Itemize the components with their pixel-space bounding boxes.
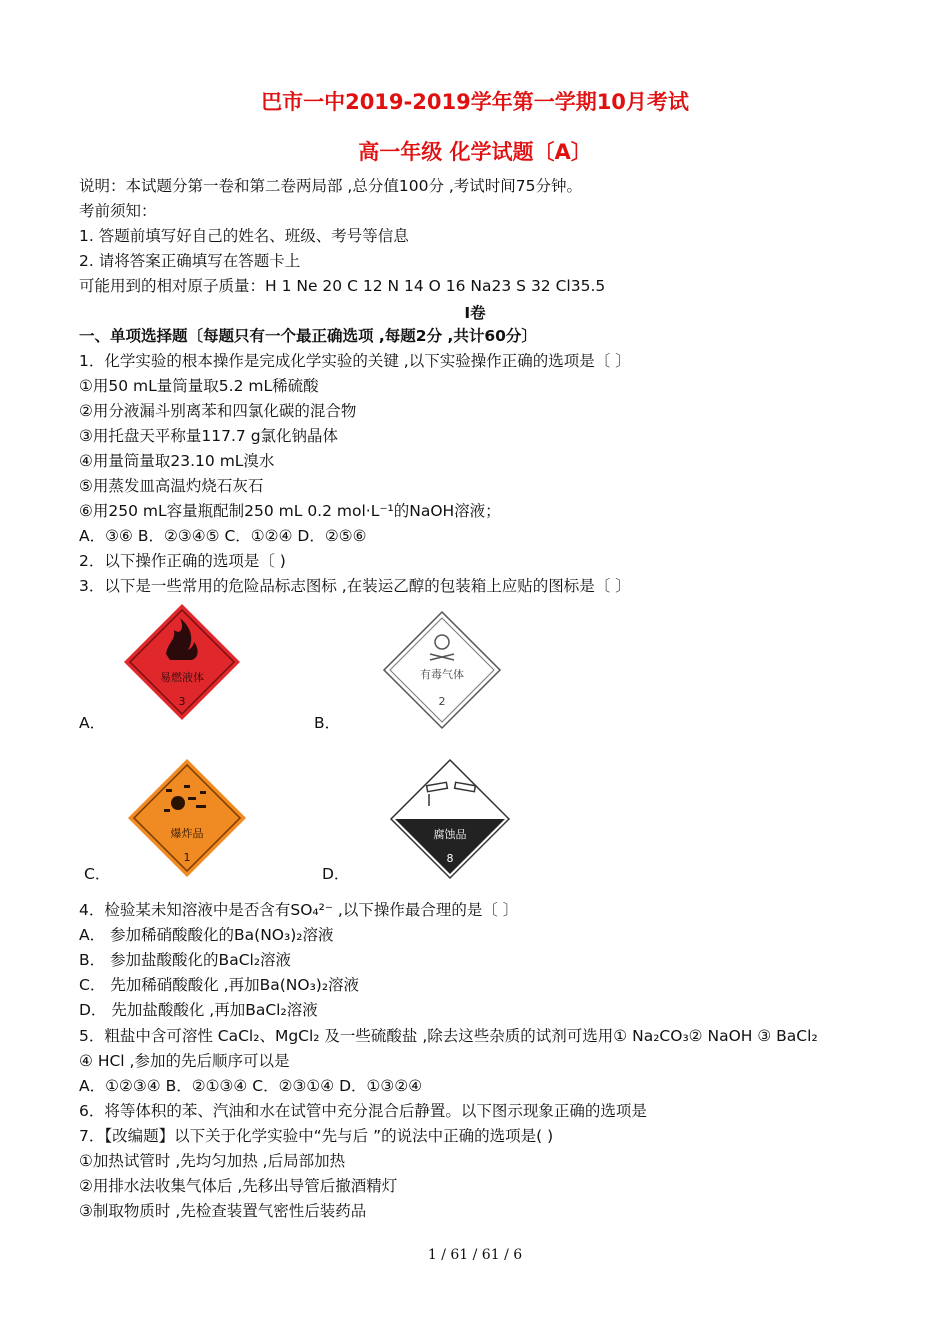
question-1-options: A．③⑥ B．②③④⑤ C．①②④ D．②⑤⑥ bbox=[79, 527, 367, 545]
exam-note: 说明：本试题分第一卷和第二卷两局部 ,总分值100分 ,考试时间75分钟。 bbox=[79, 177, 583, 195]
question-1-stem: 1．化学实验的根本操作是完成化学实验的关键 ,以下实验操作正确的选项是〔 〕 bbox=[79, 352, 631, 370]
volume-label: I卷 bbox=[464, 304, 486, 322]
question-2-stem: 2．以下操作正确的选项是〔 ) bbox=[79, 552, 286, 570]
question-1-item: ⑥用250 mL容量瓶配制250 mL 0.2 mol·L⁻¹的NaOH溶液； bbox=[79, 502, 501, 520]
exam-subtitle: 高一年级 化学试题〔A〕 bbox=[358, 140, 592, 164]
option-a-label: A． bbox=[79, 714, 106, 732]
atomic-masses: 可能用到的相对原子质量：H 1 Ne 20 C 12 N 14 O 16 Na23 S 32 Cl35.5 bbox=[79, 277, 606, 295]
question-7-stem: 7．【改编题】以下关于化学实验中“先与后 ”的说法中正确的选项是( ) bbox=[79, 1127, 554, 1145]
flammable-sign-text: 易燃液体 bbox=[160, 671, 204, 684]
corrosive-sign bbox=[389, 758, 511, 880]
question-4-option: A． 参加稀硝酸酸化的Ba(NO₃)₂溶液 bbox=[79, 926, 334, 944]
notice-item: 2. 请将答案正确填写在答题卡上 bbox=[79, 252, 301, 270]
toxic-sign-text: 有毒气体 bbox=[420, 668, 464, 681]
notice-title: 考前须知： bbox=[79, 202, 157, 220]
option-c-label: C． bbox=[84, 865, 111, 883]
option-b-label: B． bbox=[314, 714, 341, 732]
corrosive-sign-text: 腐蚀品 bbox=[433, 828, 467, 841]
question-1-item: ②用分液漏斗别离苯和四氯化碳的混合物 bbox=[79, 402, 357, 420]
explosive-sign-number: 1 bbox=[183, 851, 191, 864]
question-5-stem: 5．粗盐中含可溶性 CaCl₂、MgCl₂ 及一些硫酸盐 ,除去这些杂质的试剂可选用① Na₂CO₃② NaOH ③ BaCl₂ bbox=[79, 1027, 818, 1045]
page-number: 1 / 61 / 61 / 6 bbox=[427, 1247, 523, 1263]
question-1-item: ③用托盘天平称量117.7 g氯化钠晶体 bbox=[79, 427, 339, 445]
question-3-stem: 3．以下是一些常用的危险品标志图标 ,在装运乙醇的包装箱上应贴的图标是〔 〕 bbox=[79, 577, 631, 595]
question-4-option: D． 先加盐酸酸化 ,再加BaCl₂溶液 bbox=[79, 1001, 318, 1019]
corrosive-sign-number: 8 bbox=[446, 852, 454, 865]
question-1-item: ④用量筒量取23.10 mL溴水 bbox=[79, 452, 275, 470]
explosive-sign-text: 爆炸品 bbox=[170, 827, 204, 840]
question-4-option: B． 参加盐酸酸化的BaCl₂溶液 bbox=[79, 951, 292, 969]
explosive-sign bbox=[126, 757, 248, 879]
notice-item: 1. 答题前填写好自己的姓名、班级、考号等信息 bbox=[79, 227, 409, 245]
question-5-options: A．①②③④ B．②①③④ C．②③①④ D．①③②④ bbox=[79, 1077, 423, 1095]
question-4-option: C． 先加稀硝酸酸化 ,再加Ba(NO₃)₂溶液 bbox=[79, 976, 360, 994]
question-7-item: ①加热试管时 ,先均匀加热 ,后局部加热 bbox=[79, 1152, 346, 1170]
section-heading: 一、单项选择题〔每题只有一个最正确选项 ,每题2分 ,共计60分〕 bbox=[79, 327, 537, 345]
question-7-item: ③制取物质时 ,先检查装置气密性后装药品 bbox=[79, 1202, 367, 1220]
question-6-stem: 6．将等体积的苯、汽油和水在试管中充分混合后静置。以下图示现象正确的选项是 bbox=[79, 1102, 647, 1120]
flammable-sign-number: 3 bbox=[178, 695, 186, 708]
toxic-sign-number: 2 bbox=[438, 695, 446, 708]
question-5-stem-cont: ④ HCl ,参加的先后顺序可以是 bbox=[79, 1052, 290, 1070]
question-1-item: ①用50 mL量筒量取5.2 mL稀硫酸 bbox=[79, 377, 319, 395]
exam-title: 巴市一中2019-2019学年第一学期10月考试 bbox=[261, 90, 689, 114]
option-d-label: D． bbox=[322, 865, 350, 883]
flammable-liquid-sign bbox=[122, 602, 242, 722]
question-1-item: ⑤用蒸发皿高温灼烧石灰石 bbox=[79, 477, 264, 495]
toxic-gas-sign bbox=[382, 610, 502, 730]
question-7-item: ②用排水法收集气体后 ,先移出导管后撤酒精灯 bbox=[79, 1177, 398, 1195]
question-4-stem: 4．检验某未知溶液中是否含有SO₄²⁻ ,以下操作最合理的是〔 〕 bbox=[79, 901, 519, 919]
